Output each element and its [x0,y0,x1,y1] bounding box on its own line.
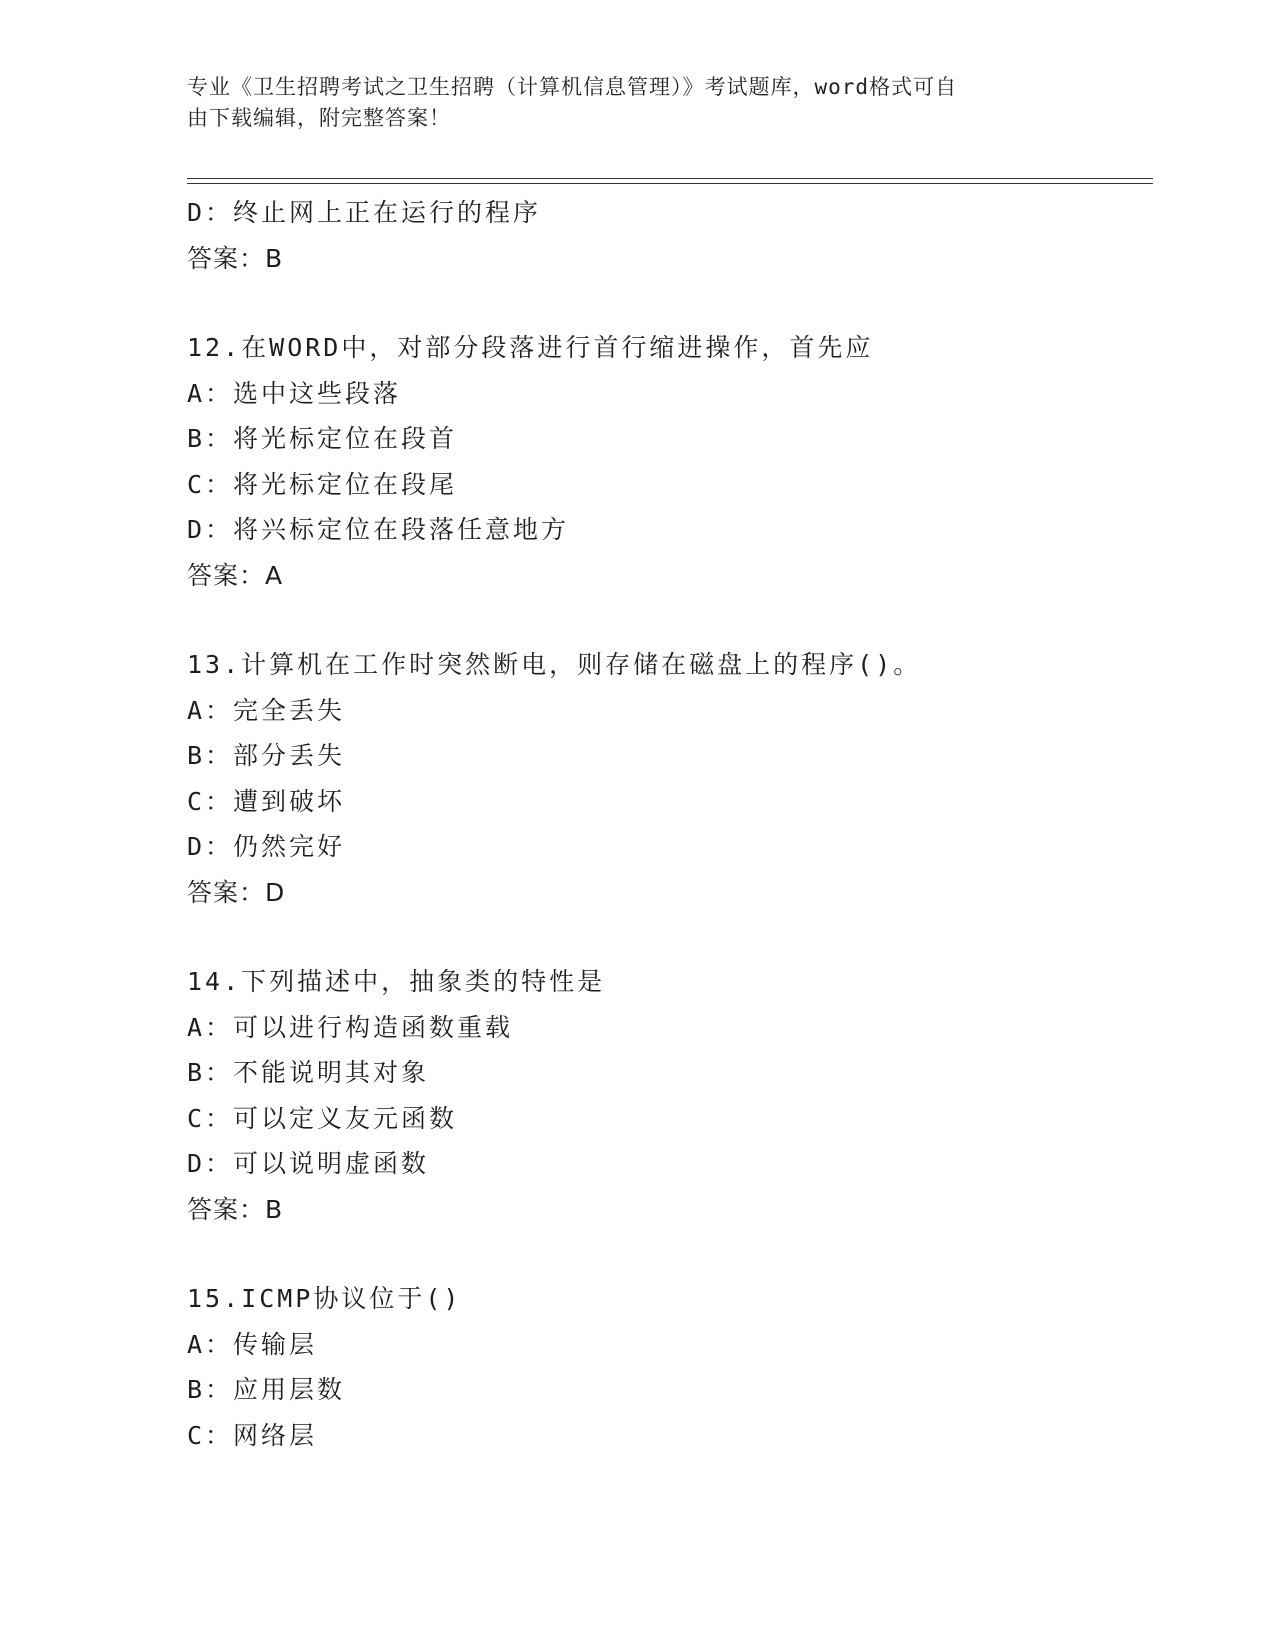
option-b: B：部分丢失 [187,741,346,770]
question-text: 13.计算机在工作时突然断电，则存储在磁盘上的程序()。 [187,650,922,679]
answer-line: 答案：D [187,877,286,907]
question-text: 12.在WORD中，对部分段落进行首行缩进操作，首先应 [187,333,874,362]
header-line-2: 由下载编辑，附完整答案！ [187,106,451,130]
document-header [187,72,1067,134]
question-12 [187,325,1137,598]
option-b: B：不能说明其对象 [187,1058,430,1087]
answer-line: 答案：A [187,560,284,590]
header-line-1: 专业《卫生招聘考试之卫生招聘（计算机信息管理）》考试题库，word格式可自 [187,75,958,99]
question-text: 14.下列描述中，抽象类的特性是 [187,967,606,996]
question-content [187,190,1137,1458]
option-a: A：传输层 [187,1329,318,1359]
question-14 [187,959,1137,1232]
question-15 [187,1276,1137,1458]
option-a: A：选中这些段落 [187,378,402,408]
answer-line: 答案：B [187,243,284,273]
option-d: D：仍然完好 [187,832,346,861]
header-rule-top [187,178,1153,179]
question-13 [187,642,1137,915]
header-rule-bottom [187,183,1153,184]
spacer [187,598,1137,642]
option-c: C：可以定义友元函数 [187,1103,458,1133]
spacer [187,281,1137,325]
option-a: A：可以进行构造函数重载 [187,1012,514,1042]
option-d: D：终止网上正在运行的程序 [187,198,542,227]
option-d: D：将兴标定位在段落任意地方 [187,515,570,544]
option-c: C：网络层 [187,1420,318,1450]
answer-line: 答案：B [187,1194,284,1224]
option-c: C：遭到破坏 [187,786,346,816]
option-b: B：将光标定位在段首 [187,424,458,453]
spacer [187,915,1137,959]
option-c: C：将光标定位在段尾 [187,469,458,499]
question-text: 15.ICMP协议位于() [187,1284,462,1313]
option-d: D：可以说明虚函数 [187,1149,430,1178]
option-a: A：完全丢失 [187,695,346,725]
option-b: B：应用层数 [187,1375,346,1404]
spacer [187,1232,1137,1276]
previous-question-tail [187,190,1137,281]
